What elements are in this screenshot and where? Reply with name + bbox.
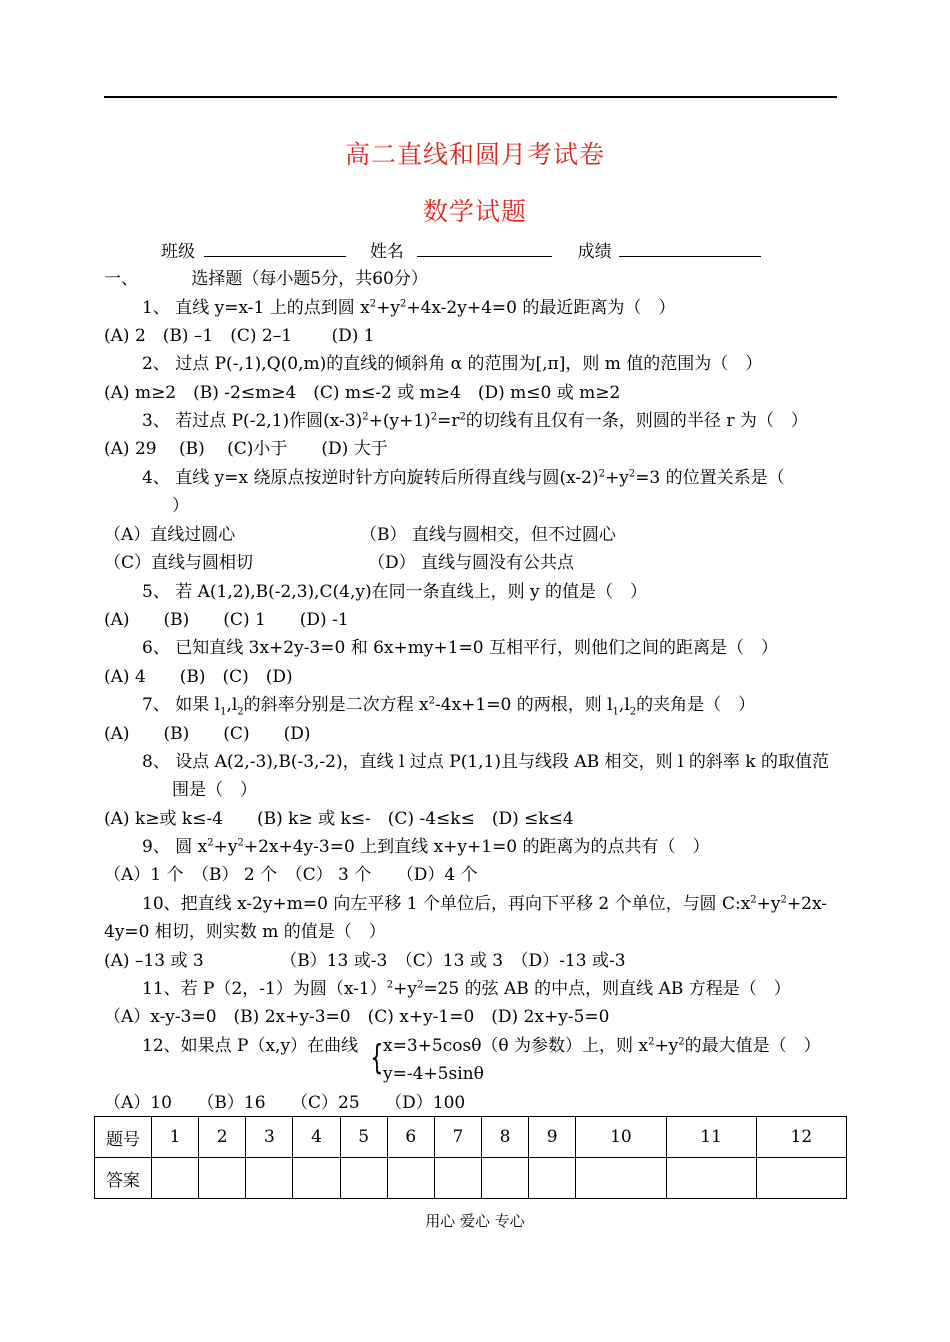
question-12: 12、如果点 P（x,y）在曲线 xyxy=(142,1036,359,1056)
name-blank xyxy=(417,240,552,257)
question-5-options: (A) (B) (C) 1 (D) -1 xyxy=(104,610,349,630)
class-blank xyxy=(204,240,346,257)
answer-table xyxy=(94,1116,847,1199)
table-number-cell: 11 xyxy=(666,1117,756,1158)
question-9-options: （A）1 个 （B） 2 个 （C） 3 个 （D）4 个 xyxy=(104,865,478,885)
class-label: 班级 xyxy=(161,242,195,262)
question-12-options: （A）10 （B）16 （C）25 （D）100 xyxy=(104,1093,466,1113)
answer-cell[interactable] xyxy=(387,1158,434,1199)
question-6: 6、 已知直线 3x+2y-3=0 和 6x+my+1=0 互相平行，则他们之间的距离是（ ） xyxy=(142,638,779,658)
answer-cell[interactable] xyxy=(529,1158,576,1199)
table-number-cell: 4 xyxy=(293,1117,340,1158)
question-4-option-b: （B） 直线与圆相交，但不过圆心 xyxy=(360,525,616,545)
curly-brace-icon: { xyxy=(370,1038,384,1078)
answer-cell[interactable] xyxy=(293,1158,340,1199)
table-row-numbers xyxy=(95,1117,847,1158)
table-number-cell: 3 xyxy=(246,1117,293,1158)
page-title: 高二直线和圆月考试卷 xyxy=(344,140,605,169)
question-2-options: (A) m≥2 (B) -2≤m≥4 (C) m≤-2 或 m≥4 (D) m≤0 或 m≥2 xyxy=(104,383,621,403)
table-number-cell: 2 xyxy=(199,1117,246,1158)
table-number-cell: 10 xyxy=(576,1117,666,1158)
answer-cell[interactable] xyxy=(246,1158,293,1199)
question-10: 10、把直线 x-2y+m=0 向左平移 1 个单位后，再向下平移 2 个单位，与圆 $C:x^2+y^2+2x-$ xyxy=(142,894,827,914)
question-7: 7、 如果 $l_1,l_2$的斜率分别是二次方程 $x^2-4x+1=0$ 的两根，则 $l_1,l_2$的夹角是（ ） xyxy=(142,695,756,718)
question-3-options: (A) 29 (B) (C)小于 (D) 大于 xyxy=(104,439,388,459)
question-7-options: (A) (B) (C) (D) xyxy=(104,724,311,744)
score-label: 成绩 xyxy=(577,242,612,262)
table-number-cell: 7 xyxy=(434,1117,481,1158)
table-number-cell: 1 xyxy=(152,1117,199,1158)
section-heading xyxy=(104,268,428,290)
question-8-options: (A) k≥或 k≤-4 (B) k≥ 或 k≤- (C) -4≤k≤ (D) ≤k≤4 xyxy=(104,809,574,829)
question-4-option-d: （D） 直线与圆没有公共点 xyxy=(368,553,575,573)
table-number-cell: 6 xyxy=(387,1117,434,1158)
name-label: 姓名 xyxy=(369,242,404,262)
score-blank xyxy=(619,240,761,257)
table-number-cell: 8 xyxy=(481,1117,528,1158)
question-4-option-a: （A）直线过圆心 xyxy=(104,525,236,545)
question-11-options: （A）x-y-3=0 (B) 2x+y-3=0 (C) x+y-1=0 (D) 2x+y-5=0 xyxy=(104,1007,610,1027)
question-1-options: (A) 2 (B) –1 (C) 2–1 (D) 1 xyxy=(104,326,375,346)
question-12-equation-2: y=-4+5sinθ xyxy=(383,1064,484,1084)
answer-cell[interactable] xyxy=(152,1158,199,1199)
question-4: 4、 直线 y=x 绕原点按逆时针方向旋转后所得直线与圆$(x-2)^2+y^2=3$ 的位置关系是（ xyxy=(142,468,785,488)
page-footer: 用心 爱心 专心 xyxy=(425,1212,525,1230)
answer-cell[interactable] xyxy=(481,1158,528,1199)
table-number-cell: 5 xyxy=(340,1117,387,1158)
student-info-row xyxy=(161,240,761,263)
question-9: 9、 圆 $x^2+y^2+2x+4y-3=0$ 上到直线 x+y+1=0 的距离为的点共有（ ） xyxy=(142,837,710,857)
answer-cell[interactable] xyxy=(340,1158,387,1199)
answer-cell[interactable] xyxy=(756,1158,846,1199)
question-1: 1、 直线 y=x-1 上的点到圆 $x^2+y^2+4x-2y+4=0$ 的最近距离为（ ） xyxy=(142,298,676,318)
table-row-answers xyxy=(95,1158,847,1199)
question-5: 5、 若 A(1,2),B(-2,3),C(4,y)在同一条直线上，则 y 的值是（ ） xyxy=(142,582,648,602)
question-8-continuation: 围是（ ） xyxy=(172,780,257,800)
page-subtitle: 数学试题 xyxy=(422,197,527,226)
question-3: 3、 若过点 P(-2,1)作圆$(x-3)^2+(y+1)^2=r^2$的切线有且仅有一条，则圆的半径 r 为（ ） xyxy=(142,411,808,431)
question-12-equation-1: x=3+5cosθ（θ 为参数）上，则 $x^2+y^2$的最大值是（ ） xyxy=(383,1036,821,1056)
answer-cell[interactable] xyxy=(199,1158,246,1199)
question-6-options: (A) 4 (B) (C) (D) xyxy=(104,667,293,687)
section-text: 选择题（每小题5分，共60分） xyxy=(191,269,428,289)
question-10-continuation: 4y=0 相切，则实数 m 的值是（ ） xyxy=(104,922,386,942)
section-number: 一、 xyxy=(104,269,138,289)
table-number-cell: 9 xyxy=(529,1117,576,1158)
answer-cell[interactable] xyxy=(666,1158,756,1199)
table-answer-label: 答案 xyxy=(95,1158,152,1199)
question-2: 2、 过点 P(-,1),Q(0,m)的直线的倾斜角 α 的范围为[,π]，则 m 值的范围为（ ） xyxy=(142,354,763,374)
question-8: 8、 设点 A(2,-3),B(-3,-2)，直线 l 过点 P(1,1)且与线段 AB 相交，则 l 的斜率 k 的取值范 xyxy=(142,752,829,772)
table-header-label: 题号 xyxy=(95,1117,152,1158)
question-11: 11、若 P（2，-1）为圆$(x-1)^2+y^2=25$ 的弦 AB 的中点，则直线 AB 方程是（ ） xyxy=(142,979,791,999)
top-rule xyxy=(104,96,837,98)
question-4-continuation: ） xyxy=(172,496,189,516)
answer-cell[interactable] xyxy=(434,1158,481,1199)
answer-cell[interactable] xyxy=(576,1158,666,1199)
question-10-options: (A) –13 或 3 （B）13 或-3 （C）13 或 3 （D）-13 或-3 xyxy=(104,951,626,971)
table-number-cell: 12 xyxy=(756,1117,846,1158)
question-4-option-c: （C）直线与圆相切 xyxy=(104,553,254,573)
